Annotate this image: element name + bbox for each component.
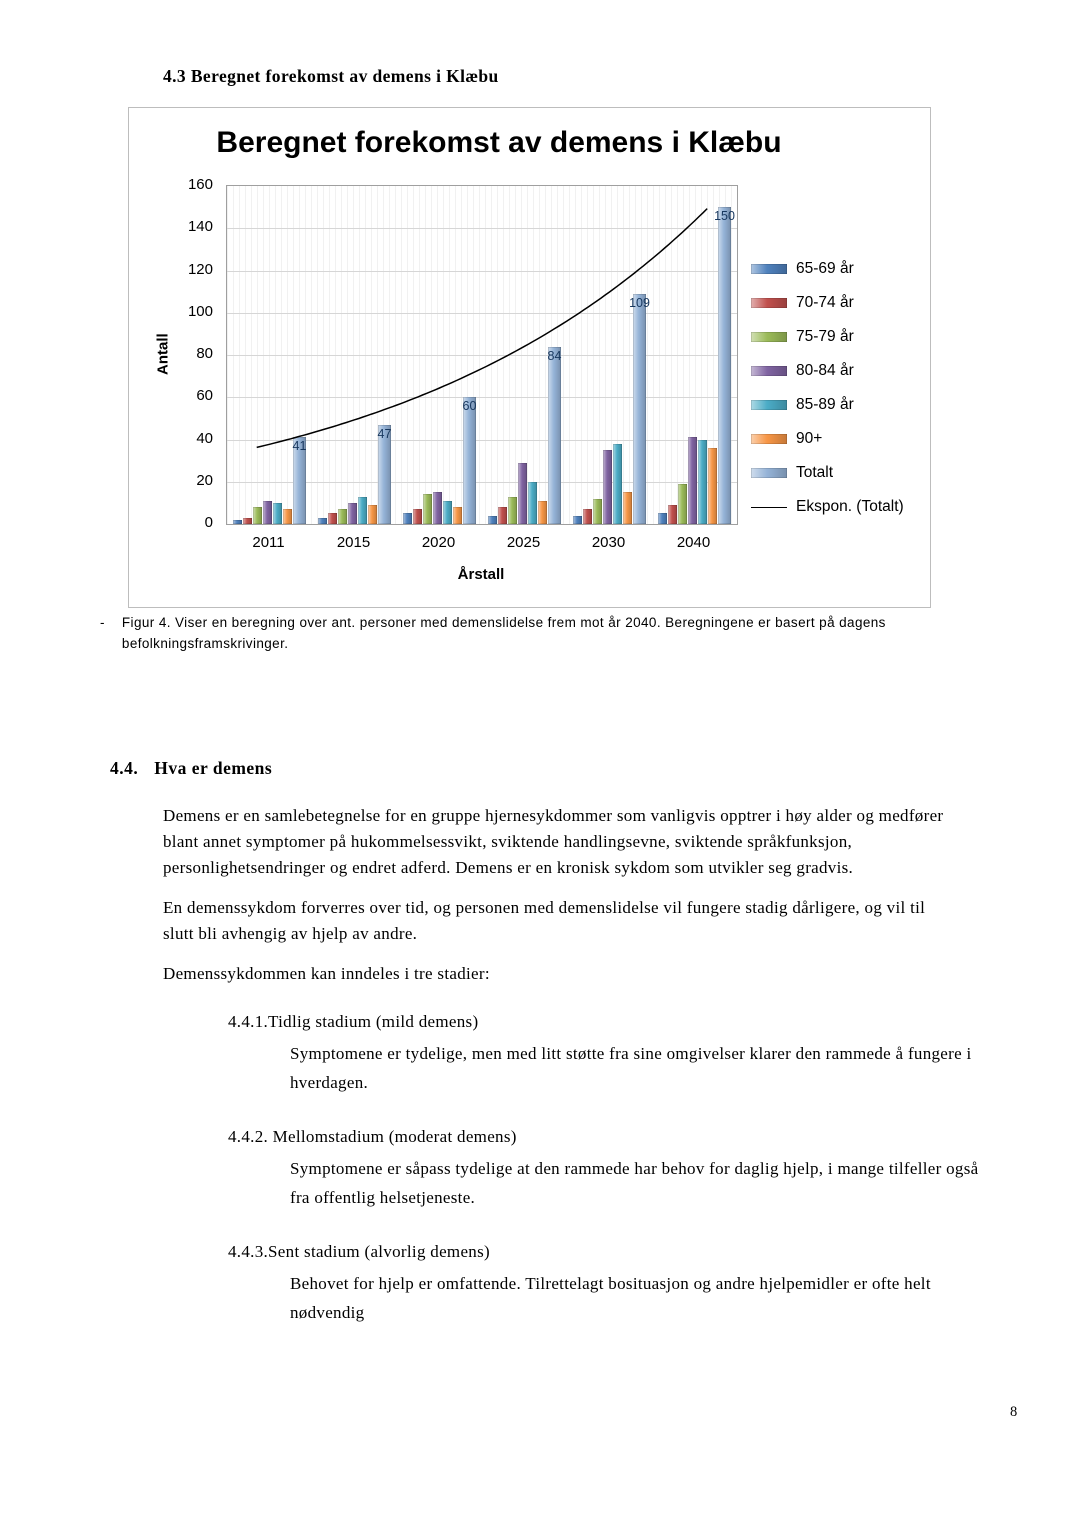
- y-tick-label: 120: [187, 260, 213, 278]
- legend-swatch: [751, 264, 787, 274]
- legend-swatch: [751, 298, 787, 308]
- stage-heading: 4.4.3.Sent stadium (alvorlig demens): [228, 1242, 490, 1261]
- total-data-label: 150: [714, 209, 735, 224]
- legend-label: Totalt: [796, 464, 834, 481]
- stage-3: [163, 1239, 955, 1327]
- x-tick-label: 2030: [591, 534, 626, 551]
- total-data-label: 84: [547, 348, 562, 363]
- legend-entry: [751, 462, 904, 484]
- legend-entry: [751, 326, 904, 348]
- stage-heading: 4.4.1.Tidlig stadium (mild demens): [228, 1012, 479, 1031]
- total-data-label: 41: [292, 439, 307, 454]
- legend-entry-trend: [751, 496, 904, 518]
- legend-swatch: [751, 332, 787, 342]
- caption-dash: -: [100, 615, 105, 630]
- x-tick-label: 2040: [676, 534, 711, 551]
- y-tick-label: 60: [196, 387, 213, 405]
- legend-label: Ekspon. (Totalt): [796, 498, 904, 515]
- legend-entry: [751, 428, 904, 450]
- legend-label: 85-89 år: [796, 396, 854, 413]
- legend-label: 80-84 år: [796, 362, 854, 379]
- legend-label: 70-74 år: [796, 294, 854, 311]
- stages-list: [163, 1009, 979, 1327]
- chart-frame: [128, 107, 931, 608]
- legend-swatch: [751, 468, 787, 478]
- stage-2: [163, 1124, 979, 1212]
- y-tick-label: 40: [196, 429, 213, 447]
- y-axis-title: Antall: [154, 333, 172, 375]
- y-tick-label: 80: [196, 345, 213, 362]
- stage-body: Symptomene er tydelige, men med litt støtte fra sine omgivelser klarer den rammede å fungere i hverdagen.: [290, 1044, 972, 1092]
- legend-label: 90+: [796, 430, 823, 447]
- stage-body: Behovet for hjelp er omfattende. Tilrettelagt bosituasjon og andre hjelpemidler er ofte helt nødvendig: [290, 1274, 931, 1322]
- x-axis-title: Årstall: [457, 566, 505, 583]
- legend-entry: [751, 292, 904, 314]
- y-tick-label: 0: [204, 514, 213, 531]
- stage-body: Symptomene er såpass tydelige at den rammede har behov for daglig hjelp, i mange tilfeller også fra offentlig helsetjeneste.: [290, 1159, 979, 1207]
- legend-entry: [751, 394, 904, 416]
- legend-label: 65-69 år: [796, 260, 854, 277]
- section-title: Hva er demens: [154, 758, 273, 778]
- section-heading-43: 4.3 Beregnet forekomst av demens i Klæbu: [163, 66, 499, 86]
- y-tick-label: 100: [187, 302, 213, 320]
- legend-swatch: [751, 400, 787, 410]
- paragraph-2: En demenssykdom forverres over tid, og personen med demenslidelse vil fungere stadig dårligere, og vil til slutt bli avhengig av hjelp av andre.: [163, 898, 926, 943]
- legend-entry: [751, 360, 904, 382]
- total-data-label: 47: [377, 426, 392, 441]
- x-tick-label: 2011: [252, 534, 285, 551]
- legend-label: 75-79 år: [796, 328, 854, 345]
- trendline: [227, 186, 737, 524]
- stage-heading: 4.4.2. Mellomstadium (moderat demens): [228, 1127, 517, 1146]
- y-tick-label: 140: [187, 218, 213, 236]
- x-tick-label: 2025: [506, 534, 541, 551]
- chart-title: Beregnet forekomst av demens i Klæbu: [216, 126, 782, 159]
- legend: [751, 258, 904, 530]
- stage-1: [163, 1009, 972, 1097]
- legend-swatch: [751, 366, 787, 376]
- y-tick-label: 20: [196, 471, 213, 489]
- figure-caption: Figur 4. Viser en beregning over ant. personer med demenslidelse frem mot år 2040. Beregningene er basert på dagens befolkningsframskrivinger.: [121, 615, 886, 651]
- stages-intro: Demenssykdommen kan inndeles i tre stadier:: [163, 964, 490, 983]
- y-axis-labels: [165, 176, 219, 531]
- x-axis-labels: [226, 534, 736, 551]
- legend-entry: [751, 258, 904, 280]
- body-text: [163, 803, 979, 1354]
- y-tick-label: 160: [187, 176, 213, 193]
- figure-caption-row: [100, 612, 980, 654]
- legend-line-swatch: [751, 507, 787, 508]
- paragraph-1: Demens er en samlebetegnelse for en gruppe hjernesykdommer som vanligvis opptrer i høy alder og medfører blant annet symptomer på hukommelsessvikt, sviktende handlingsevne, sviktende språkfunksjon, personlighetsendringer og endret adferd. Demens er en kronisk sykdom som utvikler seg gradvis.: [163, 806, 944, 877]
- x-tick-label: 2020: [421, 534, 456, 551]
- section-heading-44: [110, 758, 272, 779]
- total-data-label: 60: [462, 399, 477, 414]
- section-number: 4.4.: [110, 758, 139, 778]
- legend-swatch: [751, 434, 787, 444]
- x-tick-label: 2015: [336, 534, 371, 551]
- page-number: 8: [1010, 1404, 1018, 1420]
- total-data-label: 109: [629, 295, 650, 310]
- plot-area: [226, 185, 738, 525]
